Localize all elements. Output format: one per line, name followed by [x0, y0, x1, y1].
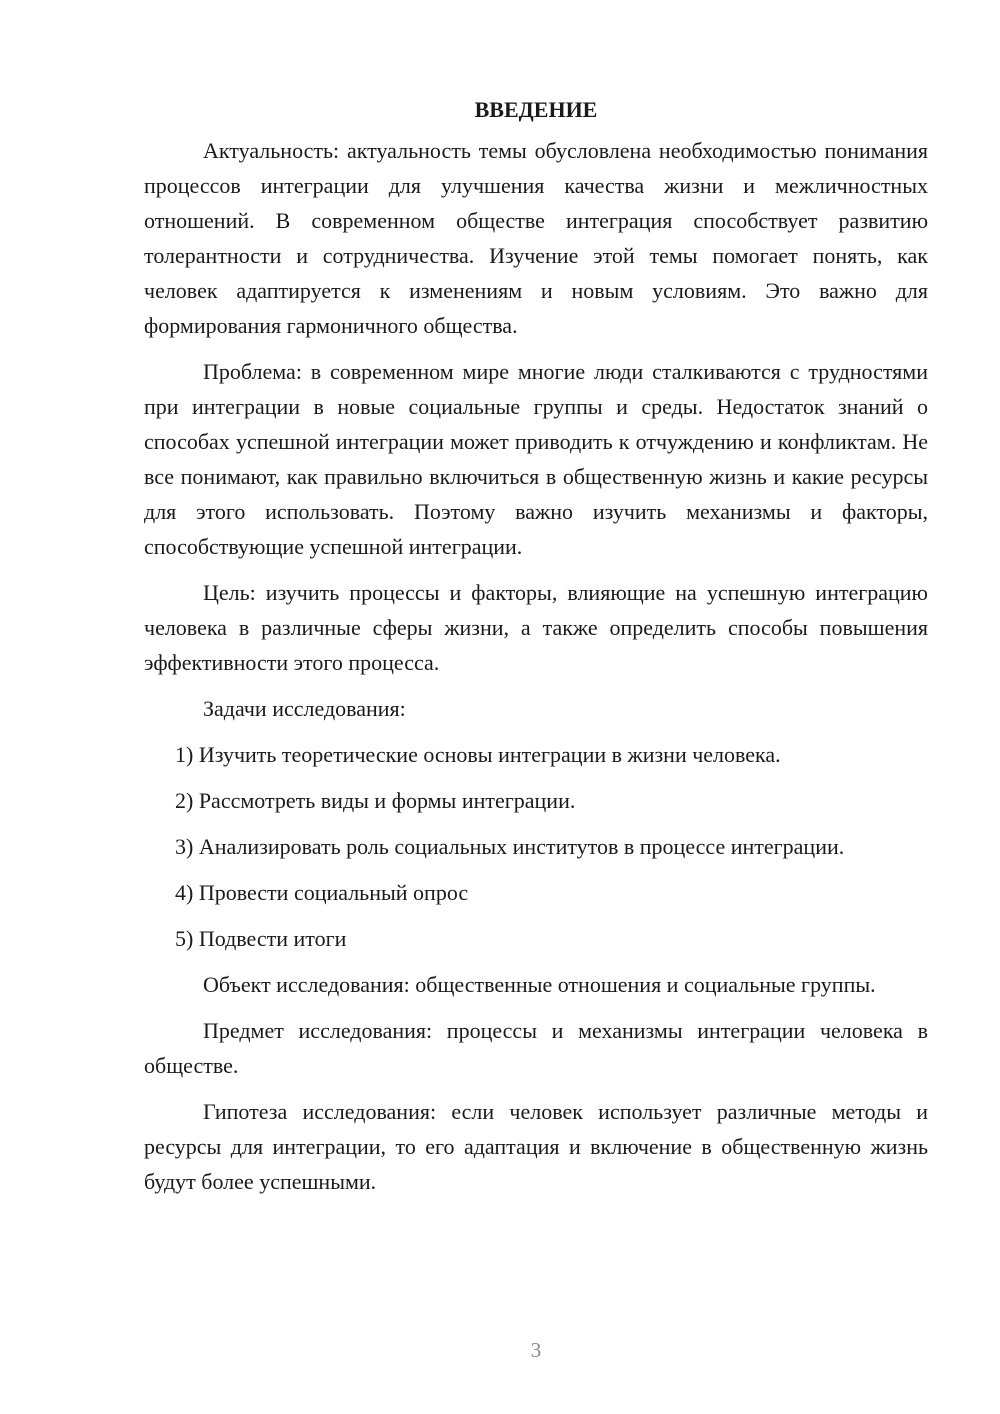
tasks-heading: Задачи исследования: — [203, 696, 406, 721]
page-number: 3 — [530, 1338, 542, 1362]
task-item-4: 4) Провести социальный опрос — [175, 880, 469, 905]
page-body — [144, 92, 928, 1210]
section-title: ВВЕДЕНИЕ — [474, 97, 598, 122]
object-paragraph: Объект исследования: общественные отношения и социальные группы. — [203, 972, 876, 997]
relevance-paragraph: Актуальность: актуальность темы обусловлена необходимостью понимания процессов интеграции для улучшения качества жизни и межличностных отношений. В современном обществе интеграция способствует развитию толерантности и сотрудничества. Изучение этой темы помогает понять, как человек адаптируется к изменениям и новым условиям. Это важно для формирования гармоничного общества. — [144, 138, 928, 338]
task-item-5: 5) Подвести итоги — [175, 926, 347, 951]
subject-paragraph: Предмет исследования: процессы и механизмы интеграции человека в обществе. — [144, 1018, 928, 1078]
hypothesis-paragraph: Гипотеза исследования: если человек использует различные методы и ресурсы для интеграции, то его адаптация и включение в общественную жизнь будут более успешными. — [144, 1099, 928, 1194]
problem-paragraph: Проблема: в современном мире многие люди сталкиваются с трудностями при интеграции в новые социальные группы и среды. Недостаток знаний о способах успешной интеграции может приводить к отчуждению и конфликтам. Не все понимают, как правильно включиться в общественную жизнь и какие ресурсы для этого использовать. Поэтому важно изучить механизмы и факторы, способствующие успешной интеграции. — [144, 359, 928, 559]
task-item-2: 2) Рассмотреть виды и формы интеграции. — [175, 788, 576, 813]
task-item-1: 1) Изучить теоретические основы интеграции в жизни человека. — [175, 742, 781, 767]
goal-paragraph: Цель: изучить процессы и факторы, влияющие на успешную интеграцию человека в различные сферы жизни, а также определить способы повышения эффективности этого процесса. — [144, 580, 928, 675]
task-item-3: 3) Анализировать роль социальных институтов в процессе интеграции. — [175, 834, 845, 859]
